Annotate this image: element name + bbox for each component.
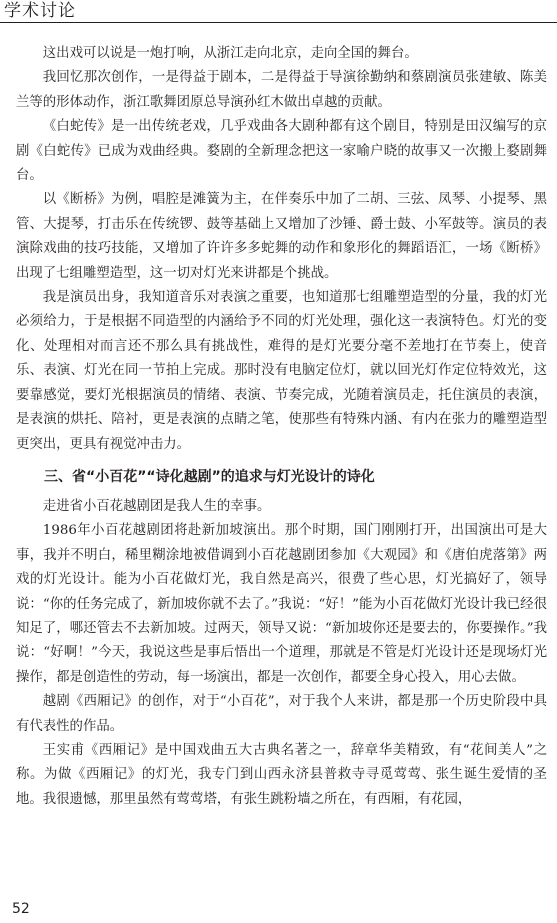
paragraph: 我是演员出身，我知道音乐对表演之重要，也知道那七组雕塑造型的分量，我的灯光必须给力，于是根据不同造型的内涵给予不同的灯光处理，强化这一表演特色。灯光的变化、处理相对而言还不那么具有挑战性，难得的是灯光要分毫不差地打在节奏上，使音乐、表演、灯光在同一节拍上完成。那时没有电脑定位灯，就以回光灯作定位特效光，这要靠感觉，要灯光根据演员的情绪、表演、节奏完成，光随着演员走，托住演员的表演，是表演的烘托、陪衬，更是表演的点睛之笔，使那些有特殊内涵、有内在张力的雕塑造型更突出，更具有视觉冲击力。	[16, 290, 547, 452]
running-header	[0, 0, 557, 24]
paragraph: 以《断桥》为例，唱腔是滩簧为主，在伴奏乐中加了二胡、三弦、凤琴、小提琴、黑管、大提琴，打击乐在传统锣、鼓等基础上又增加了沙锤、爵士鼓、小军鼓等。演员的表演除戏曲的技巧技能，又增加了许许多多蛇舞的动作和象形化的舞蹈语汇，一场《断桥》出现了七组雕塑造型，这一切对灯光来讲都是个挑战。	[16, 192, 547, 281]
paragraph: 1986年小百花越剧团将赴新加坡演出。那个时期，国门刚刚打开，出国演出可是大事，我并不明白，稀里糊涂地被借调到小百花越剧团参加《大观园》和《唐伯虎落第》两戏的灯光设计。能为小百花做灯光，我自然是高兴，很费了些心思，灯光搞好了，领导说：“你的任务完成了，新加坡你就不去了。”我说：“好！”能为小百花做灯光设计我已经很知足了，哪还管去不去新加坡。过两天，领导又说：“新加坡你还是要去的，你要操作。”我说：“好啊！”今天，我说这些是事后悟出一个道理，那就是不管是灯光设计还是现场灯光操作，都是创造性的劳动，每一场演出，都是一次创作，都要全身心投入，用心去做。	[16, 523, 547, 685]
paragraph: 王实甫《西厢记》是中国戏曲五大古典名著之一，辞章华美精致，有“花间美人”之称。为做《西厢记》的灯光，我专门到山西永济县普救寺寻觅莺莺、张生诞生爱情的圣地。我很遗憾，那里虽然有莺莺塔，有张生跳粉墙之所在，有西厢，有花园，	[16, 742, 547, 807]
header-divider	[0, 22, 557, 23]
paragraph: 走进省小百花越剧团是我人生的幸事。	[42, 498, 271, 514]
section-heading: 三、省“小百花”“诗化越剧”的追求与灯光设计的诗化	[44, 468, 375, 485]
paragraph: 我回忆那次创作，一是得益于剧本，二是得益于导演徐勤纳和蔡剧演员张建敏、陈美兰等的形体动作，浙江歌舞团原总导演孙红木做出卓越的贡献。	[16, 70, 547, 110]
paragraph: 《白蛇传》是一出传统老戏，几乎戏曲各大剧种都有这个剧目，特别是田汉编写的京剧《白蛇传》已成为戏曲经典。婺剧的全新理念把这一家喻户晓的故事又一次搬上婺剧舞台。	[16, 119, 547, 184]
paragraph: 这出戏可以说是一炮打响，从浙江走向北京，走向全国的舞台。	[42, 46, 418, 61]
paragraph: 越剧《西厢记》的创作，对于“小百花”，对于我个人来讲，都是那一个历史阶段中具有代表性的作品。	[16, 694, 547, 734]
running-header-title: 学术讨论	[4, 1, 76, 21]
article-body	[16, 42, 547, 812]
page-number: 52	[12, 901, 30, 917]
